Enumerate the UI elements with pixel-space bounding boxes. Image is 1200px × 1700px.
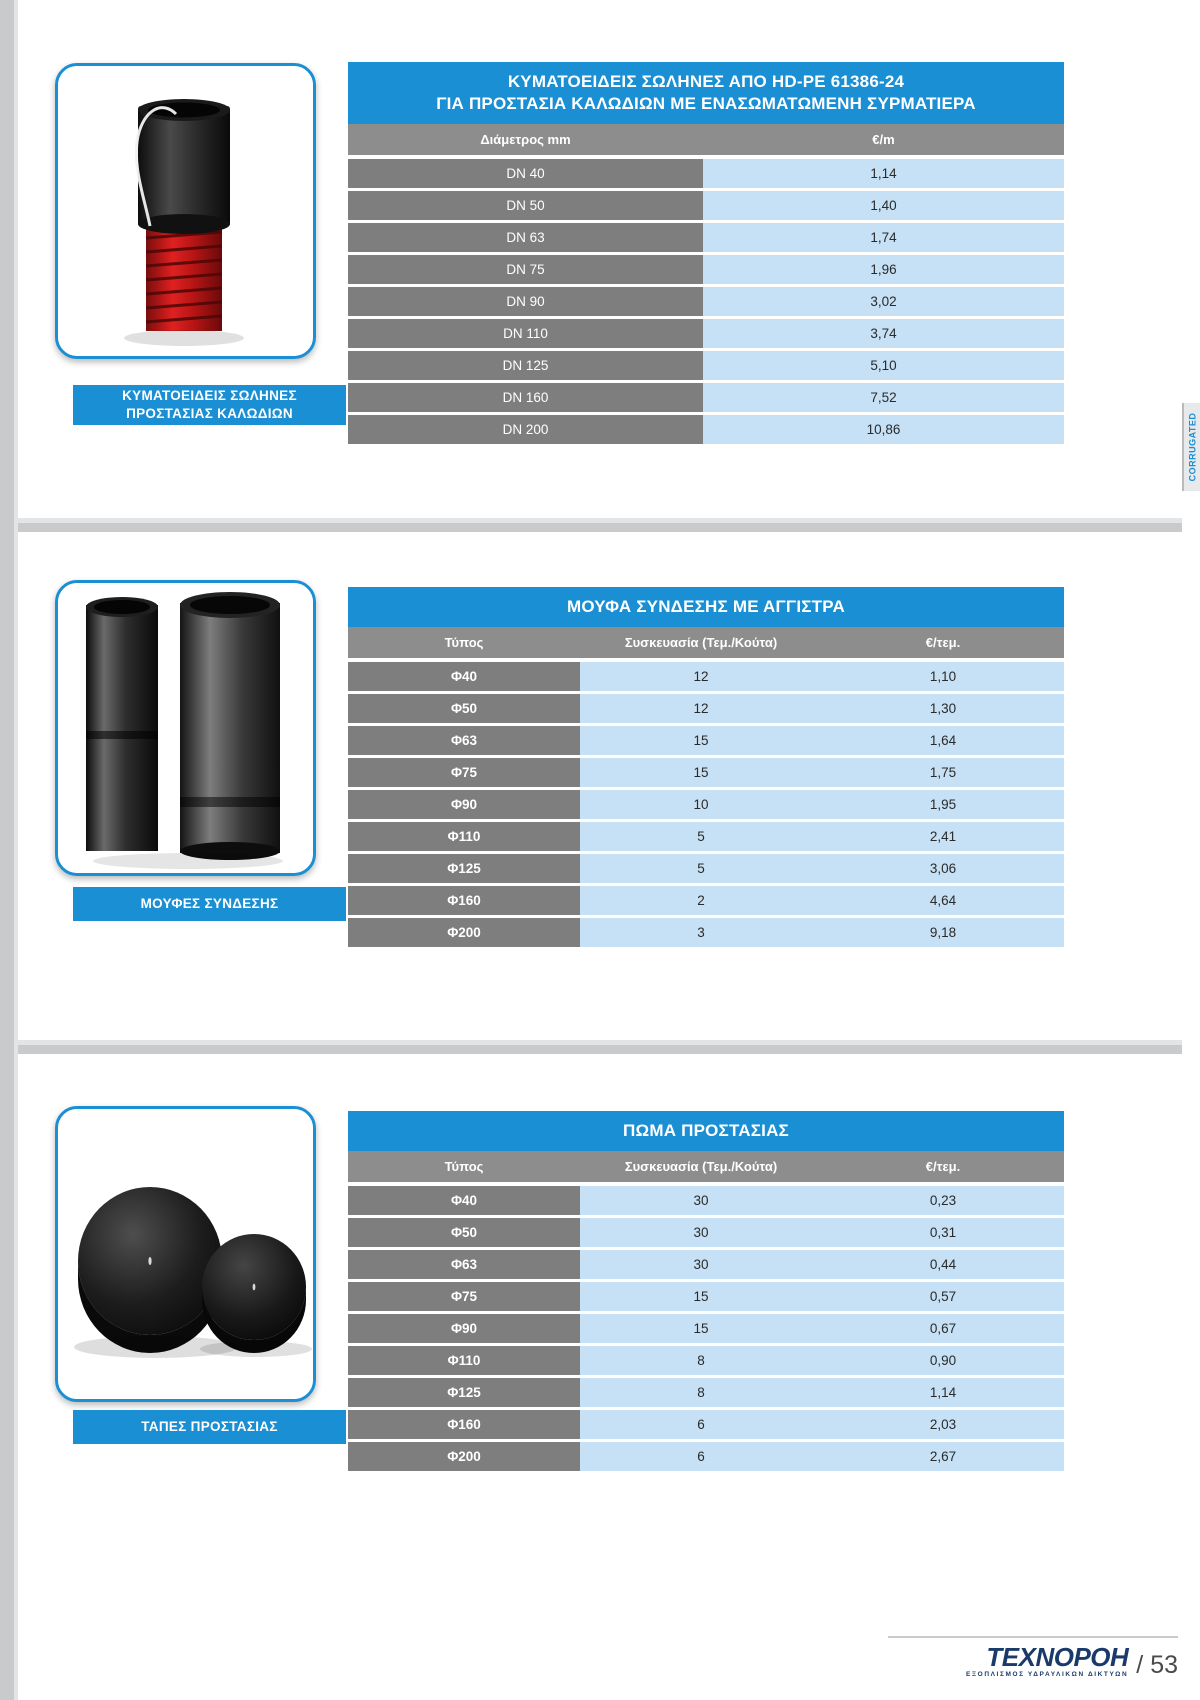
cell-price: 1,95 [822,790,1064,819]
protective-cap-caption [73,1410,346,1444]
column-header-price: €/τεμ. [925,635,961,651]
cell-packaging: 8 [580,1346,822,1375]
table-row [348,886,1064,915]
brand-name: TEXNOPOH [986,1641,1129,1672]
cell-diameter: DN 125 [348,351,703,380]
cell-type: Φ75 [348,1282,580,1311]
footer-rule [888,1636,1178,1638]
brand-tagline: ΕΞΟΠΛΙΣΜΟΣ ΥΔΡΑΥΛΙΚΩΝ ΔΙΚΤΥΩΝ [965,1670,1129,1678]
table-title-line-1: ΠΩΜΑ ΠΡΟΣΤΑΣΙΑΣ [623,1121,789,1140]
table-row [348,854,1064,883]
section-coupling-sleeves [18,532,1182,1040]
column-header-price: €/m [872,132,895,148]
cell-type: Φ110 [348,822,580,851]
protective-cap-image-card [55,1106,316,1402]
cell-price: 7,52 [703,383,1064,412]
side-tab-corrugated [1182,403,1200,491]
cell-price: 1,75 [822,758,1064,787]
corrugated-pipe-caption [73,385,346,425]
cell-packaging: 30 [580,1186,822,1215]
table-row [348,1410,1064,1439]
cell-type: Φ63 [348,726,580,755]
table-title [348,587,1064,627]
cell-price: 1,14 [822,1378,1064,1407]
page-footer [965,1641,1178,1679]
cell-price: 0,23 [822,1186,1064,1215]
cell-type: Φ200 [348,1442,580,1471]
corrugated-cable-protection-pipe-photo [58,66,313,356]
cell-diameter: DN 50 [348,191,703,220]
table-row [348,415,1064,444]
cell-packaging: 8 [580,1378,822,1407]
cell-price: 0,67 [822,1314,1064,1343]
cell-price: 0,57 [822,1282,1064,1311]
table-row [348,1314,1064,1343]
cell-packaging: 15 [580,1282,822,1311]
table-row [348,319,1064,348]
caption-line-1: ΜΟΥΦΕΣ ΣΥΝΔΕΣΗΣ [140,895,279,911]
cell-type: Φ63 [348,1250,580,1279]
section-divider-2 [18,1040,1182,1054]
table-row [348,1442,1064,1471]
page-left-edge [0,0,14,1700]
cell-packaging: 5 [580,822,822,851]
table-title [348,62,1064,124]
cell-price: 1,10 [822,662,1064,691]
table-header-row [348,627,1064,658]
cell-type: Φ160 [348,886,580,915]
cell-price: 3,06 [822,854,1064,883]
section-corrugated-pipes [18,18,1197,518]
column-header-type: Τύπος [444,1159,484,1175]
table-row [348,223,1064,252]
table-row [348,287,1064,316]
cell-type: Φ40 [348,662,580,691]
table-header-row [348,1151,1064,1182]
cell-price: 0,44 [822,1250,1064,1279]
table-row [348,255,1064,284]
cell-type: Φ200 [348,918,580,947]
section-protective-caps [18,1054,1182,1614]
corrugated-pipe-image-card [55,63,316,359]
cell-type: Φ125 [348,854,580,883]
cell-price: 1,14 [703,159,1064,188]
table-title-line-2: ΓΙΑ ΠΡΟΣΤΑΣΙΑ ΚΑΛΩΔΙΩΝ ΜΕ ΕΝΑΣΩΜΑΤΩΜΕΝΗ ΣΥΡΜΑΤΙΕΡΑ [436,94,976,114]
cell-price: 9,18 [822,918,1064,947]
cell-packaging: 6 [580,1410,822,1439]
cell-price: 0,31 [822,1218,1064,1247]
cell-price: 3,74 [703,319,1064,348]
cell-diameter: DN 40 [348,159,703,188]
cell-diameter: DN 110 [348,319,703,348]
caption-line-1: ΚΥΜΑΤΟΕΙΔΕΙΣ ΣΩΛΗΝΕΣ [122,387,297,403]
cell-packaging: 15 [580,758,822,787]
cell-price: 2,67 [822,1442,1064,1471]
cell-diameter: DN 90 [348,287,703,316]
table-row [348,383,1064,412]
page-number: / 53 [1136,1651,1178,1679]
cell-packaging: 12 [580,694,822,723]
cell-packaging: 12 [580,662,822,691]
table-row [348,159,1064,188]
cell-diameter: DN 63 [348,223,703,252]
cell-packaging: 10 [580,790,822,819]
corrugated-price-table [348,62,1064,447]
cell-price: 2,03 [822,1410,1064,1439]
cell-type: Φ50 [348,1218,580,1247]
protective-cap-price-table [348,1111,1064,1474]
cell-price: 3,02 [703,287,1064,316]
cell-price: 0,90 [822,1346,1064,1375]
cell-price: 5,10 [703,351,1064,380]
cell-packaging: 2 [580,886,822,915]
table-title-line-1: ΚΥΜΑΤΟΕΙΔΕΙΣ ΣΩΛΗΝΕΣ ΑΠΟ HD-PE 61386-24 [507,72,905,91]
cell-price: 2,41 [822,822,1064,851]
table-row [348,758,1064,787]
cell-type: Φ125 [348,1378,580,1407]
caption-line-2: ΠΡΟΣΤΑΣΙΑΣ ΚΑΛΩΔΙΩΝ [126,406,293,421]
cell-packaging: 15 [580,1314,822,1343]
table-title-line-1: ΜΟΥΦΑ ΣΥΝΔΕΣΗΣ ΜΕ ΑΓΓΙΣΤΡΑ [566,597,846,616]
brand-logo [965,1641,1129,1679]
table-row [348,191,1064,220]
table-row [348,726,1064,755]
table-row [348,918,1064,947]
coupling-sleeve-image-card [55,580,316,876]
cell-diameter: DN 200 [348,415,703,444]
cell-type: Φ90 [348,790,580,819]
side-tab-label: CORRUGATED [1187,412,1197,482]
cell-type: Φ90 [348,1314,580,1343]
cell-packaging: 5 [580,854,822,883]
table-row [348,1218,1064,1247]
coupling-price-table [348,587,1064,950]
table-title [348,1111,1064,1151]
table-row [348,694,1064,723]
table-row [348,1378,1064,1407]
section-divider-1 [18,518,1182,532]
column-header-type: Τύπος [444,635,484,651]
table-row [348,822,1064,851]
table-row [348,1186,1064,1215]
table-row [348,1346,1064,1375]
cell-type: Φ40 [348,1186,580,1215]
cell-price: 1,64 [822,726,1064,755]
table-row [348,662,1064,691]
cell-packaging: 3 [580,918,822,947]
column-header-packaging: Συσκευασία (Τεμ./Κούτα) [624,1159,778,1175]
column-header-price: €/τεμ. [925,1159,961,1175]
coupling-sleeve-photo [58,583,313,873]
cell-packaging: 30 [580,1250,822,1279]
cell-packaging: 15 [580,726,822,755]
protective-cap-photo [58,1109,313,1399]
caption-line-1: ΤΑΠΕΣ ΠΡΟΣΤΑΣΙΑΣ [141,1418,278,1434]
table-row [348,1282,1064,1311]
cell-type: Φ50 [348,694,580,723]
cell-type: Φ110 [348,1346,580,1375]
table-row [348,351,1064,380]
column-header-packaging: Συσκευασία (Τεμ./Κούτα) [624,635,778,651]
cell-type: Φ160 [348,1410,580,1439]
cell-price: 1,74 [703,223,1064,252]
cell-price: 1,96 [703,255,1064,284]
table-row [348,790,1064,819]
cell-price: 1,30 [822,694,1064,723]
column-header-diameter: Διάμετρος mm [480,132,571,148]
cell-type: Φ75 [348,758,580,787]
cell-diameter: DN 75 [348,255,703,284]
cell-price: 10,86 [703,415,1064,444]
cell-packaging: 6 [580,1442,822,1471]
coupling-sleeve-caption [73,887,346,921]
cell-price: 4,64 [822,886,1064,915]
table-header-row [348,124,1064,155]
cell-diameter: DN 160 [348,383,703,412]
table-row [348,1250,1064,1279]
cell-price: 1,40 [703,191,1064,220]
cell-packaging: 30 [580,1218,822,1247]
